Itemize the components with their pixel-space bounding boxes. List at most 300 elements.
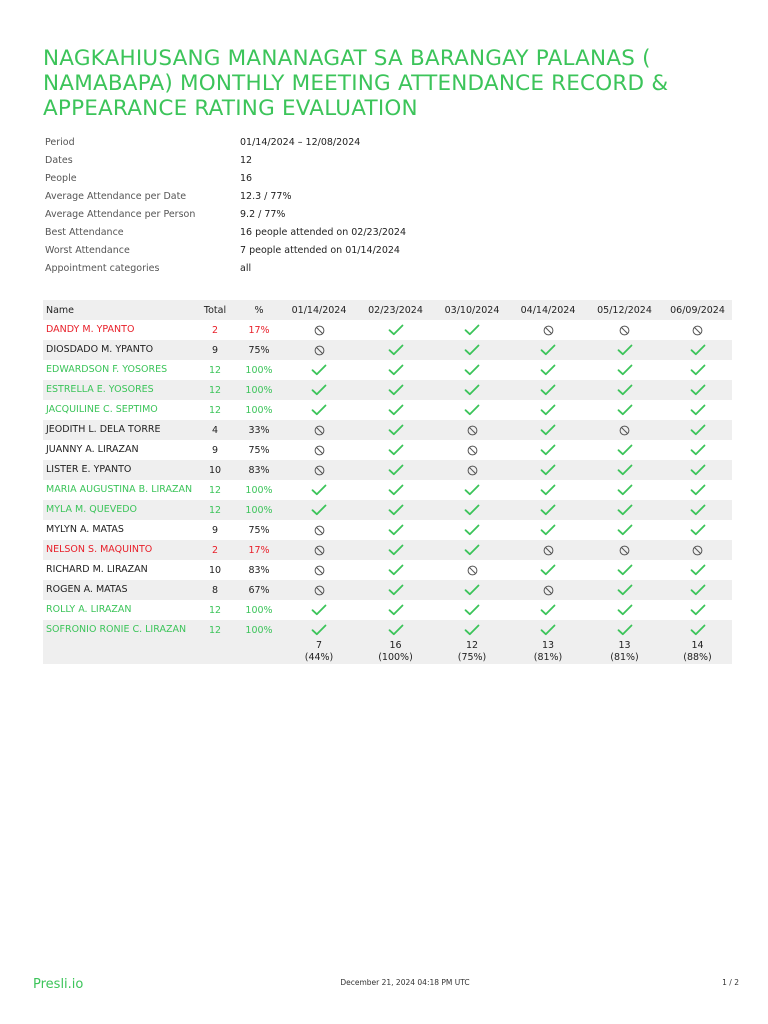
prohibited-icon xyxy=(314,525,325,536)
person-percent: 75% xyxy=(248,524,270,536)
person-percent: 67% xyxy=(237,580,281,600)
table-row xyxy=(43,560,732,580)
check-icon xyxy=(388,344,404,356)
check-icon xyxy=(690,364,706,376)
check-icon xyxy=(311,384,327,396)
attendance-present xyxy=(663,580,732,600)
attendance-present xyxy=(357,620,434,640)
person-total: 10 xyxy=(208,564,222,576)
attendance-present xyxy=(510,560,586,580)
attendance-present xyxy=(586,380,663,400)
person-name: ESTRELLA E. YOSORES xyxy=(43,380,193,400)
check-icon xyxy=(540,404,556,416)
column-header-date: 06/09/2024 xyxy=(663,300,732,320)
prohibited-icon xyxy=(314,345,325,356)
prohibited-icon xyxy=(692,325,703,336)
person-total: 12 xyxy=(208,404,222,416)
date-total-count: 13 xyxy=(618,640,631,651)
date-total-percent: (81%) xyxy=(610,652,639,663)
attendance-present xyxy=(586,580,663,600)
check-icon xyxy=(464,544,480,556)
date-total xyxy=(434,640,510,664)
table-row xyxy=(43,600,732,620)
prohibited-icon xyxy=(314,445,325,456)
check-icon xyxy=(540,344,556,356)
attendance-present xyxy=(434,600,510,620)
attendance-present xyxy=(281,500,357,520)
check-icon xyxy=(388,464,404,476)
check-icon xyxy=(464,344,480,356)
person-total: 12 xyxy=(208,484,222,496)
page-number: 1 / 2 xyxy=(722,978,739,987)
attendance-present xyxy=(434,380,510,400)
attendance-present xyxy=(663,480,732,500)
column-header-date: 03/10/2024 xyxy=(434,300,510,320)
attendance-present xyxy=(434,400,510,420)
check-icon xyxy=(690,424,706,436)
check-icon xyxy=(617,604,633,616)
prohibited-icon xyxy=(619,425,630,436)
check-icon xyxy=(540,364,556,376)
table-row xyxy=(43,380,732,400)
check-icon xyxy=(690,464,706,476)
person-total: 12 xyxy=(193,620,237,640)
attendance-present xyxy=(357,440,434,460)
prohibited-icon xyxy=(314,565,325,576)
check-icon xyxy=(690,504,706,516)
attendance-present xyxy=(434,500,510,520)
attendance-absent xyxy=(586,540,663,560)
attendance-present xyxy=(510,500,586,520)
attendance-present xyxy=(586,520,663,540)
check-icon xyxy=(388,444,404,456)
person-percent: 17% xyxy=(237,540,281,560)
attendance-absent xyxy=(663,320,732,340)
attendance-present xyxy=(357,480,434,500)
person-name: LISTER E. YPANTO xyxy=(43,460,193,480)
check-icon xyxy=(464,364,480,376)
table-row xyxy=(43,520,732,540)
check-icon xyxy=(540,524,556,536)
attendance-absent xyxy=(281,580,357,600)
person-name: SOFRONIO RONIE C. LIRAZAN xyxy=(43,620,193,640)
check-icon xyxy=(617,484,633,496)
summary-value: all xyxy=(240,263,252,274)
summary-value: 12.3 / 77% xyxy=(240,191,292,202)
date-total-count: 13 xyxy=(541,640,555,651)
person-name: RICHARD M. LIRAZAN xyxy=(46,564,148,575)
check-icon xyxy=(690,524,706,536)
attendance-present xyxy=(281,360,357,380)
check-icon xyxy=(388,584,404,596)
totals-empty-cell xyxy=(43,640,193,664)
table-row xyxy=(43,580,732,600)
person-name: JACQUILINE C. SEPTIMO xyxy=(46,404,158,415)
attendance-present xyxy=(357,500,434,520)
check-icon xyxy=(540,424,556,436)
prohibited-icon xyxy=(467,425,478,436)
check-icon xyxy=(388,404,404,416)
prohibited-icon xyxy=(543,325,554,336)
person-percent: 75% xyxy=(248,444,270,456)
check-icon xyxy=(540,564,556,576)
table-row xyxy=(43,460,732,480)
attendance-present xyxy=(663,600,732,620)
attendance-present xyxy=(357,600,434,620)
check-icon xyxy=(617,344,633,356)
date-total-count: 7 xyxy=(315,640,323,651)
table-row xyxy=(43,420,732,440)
prohibited-icon xyxy=(619,545,630,556)
check-icon xyxy=(690,444,706,456)
person-percent: 100% xyxy=(245,364,273,376)
summary-value: 16 xyxy=(240,173,253,184)
date-total-count: 14 xyxy=(691,640,704,651)
check-icon xyxy=(388,604,404,616)
attendance-present xyxy=(434,620,510,640)
attendance-present xyxy=(434,540,510,560)
attendance-present xyxy=(357,540,434,560)
check-icon xyxy=(617,364,633,376)
attendance-present xyxy=(586,600,663,620)
table-row xyxy=(43,500,732,520)
summary-row xyxy=(45,245,725,263)
check-icon xyxy=(540,624,556,636)
check-icon xyxy=(617,564,633,576)
page-title: NAGKAHIUSANG MANANAGAT SA BARANGAY PALANAS ( NAMABAPA) MONTHLY MEETING ATTENDANCE RECORD & APPEARANCE RATING EVALUATION xyxy=(43,46,669,121)
check-icon xyxy=(464,404,480,416)
prohibited-icon xyxy=(314,465,325,476)
person-total: 12 xyxy=(193,380,237,400)
date-total xyxy=(586,640,663,664)
date-total-percent: (81%) xyxy=(533,652,563,663)
check-icon xyxy=(311,604,327,616)
person-total: 9 xyxy=(211,524,219,536)
person-percent: 17% xyxy=(248,324,270,336)
person-name: JUANNY A. LIRAZAN xyxy=(46,444,139,455)
person-percent: 33% xyxy=(237,420,281,440)
attendance-present xyxy=(434,320,510,340)
attendance-absent xyxy=(510,320,586,340)
summary-value: 01/14/2024 – 12/08/2024 xyxy=(240,137,361,148)
check-icon xyxy=(311,624,327,636)
check-icon xyxy=(617,444,633,456)
check-icon xyxy=(540,384,556,396)
summary-row xyxy=(45,263,725,281)
person-percent: 75% xyxy=(237,340,281,360)
check-icon xyxy=(388,624,404,636)
summary-value: 12 xyxy=(240,155,253,166)
check-icon xyxy=(464,484,480,496)
check-icon xyxy=(617,384,633,396)
attendance-absent xyxy=(281,440,357,460)
prohibited-icon xyxy=(692,545,703,556)
prohibited-icon xyxy=(467,565,478,576)
column-header-date: 05/12/2024 xyxy=(586,300,663,320)
date-total-percent: (100%) xyxy=(378,652,413,663)
person-total: 9 xyxy=(193,340,237,360)
check-icon xyxy=(540,444,556,456)
check-icon xyxy=(388,424,404,436)
check-icon xyxy=(388,524,404,536)
attendance-absent xyxy=(434,560,510,580)
footer-timestamp: December 21, 2024 04:18 PM UTC xyxy=(340,978,470,987)
attendance-present xyxy=(510,380,586,400)
attendance-absent xyxy=(663,540,732,560)
date-total xyxy=(663,640,732,664)
person-percent: 100% xyxy=(237,620,281,640)
person-total: 8 xyxy=(193,580,237,600)
totals-empty-cell xyxy=(193,640,237,664)
column-header-percent: % xyxy=(237,300,281,320)
prohibited-icon xyxy=(543,545,554,556)
attendance-absent xyxy=(434,440,510,460)
attendance-absent xyxy=(586,420,663,440)
attendance-present xyxy=(663,460,732,480)
attendance-present xyxy=(510,600,586,620)
attendance-present xyxy=(663,620,732,640)
attendance-present xyxy=(357,520,434,540)
attendance-present xyxy=(434,360,510,380)
prohibited-icon xyxy=(314,545,325,556)
summary-row xyxy=(45,137,725,155)
date-total-percent: (75%) xyxy=(457,652,487,663)
attendance-present xyxy=(510,620,586,640)
attendance-absent xyxy=(586,320,663,340)
table-row xyxy=(43,400,732,420)
attendance-present xyxy=(510,480,586,500)
attendance-present xyxy=(281,380,357,400)
check-icon xyxy=(388,504,404,516)
attendance-present xyxy=(281,600,357,620)
person-total: 2 xyxy=(193,540,237,560)
attendance-present xyxy=(586,620,663,640)
totals-row xyxy=(43,640,732,664)
check-icon xyxy=(311,404,327,416)
check-icon xyxy=(690,604,706,616)
person-percent: 100% xyxy=(245,404,273,416)
attendance-table xyxy=(43,300,732,664)
attendance-present xyxy=(434,520,510,540)
attendance-present xyxy=(281,400,357,420)
summary-label: Best Attendance xyxy=(45,227,124,238)
prohibited-icon xyxy=(543,585,554,596)
attendance-present xyxy=(663,440,732,460)
attendance-present xyxy=(510,440,586,460)
attendance-present xyxy=(357,320,434,340)
check-icon xyxy=(540,464,556,476)
check-icon xyxy=(464,324,480,336)
summary-row xyxy=(45,227,725,245)
attendance-present xyxy=(357,380,434,400)
check-icon xyxy=(617,524,633,536)
attendance-present xyxy=(586,480,663,500)
check-icon xyxy=(690,624,706,636)
date-total xyxy=(281,640,357,664)
check-icon xyxy=(388,564,404,576)
date-total xyxy=(510,640,586,664)
prohibited-icon xyxy=(314,325,325,336)
attendance-present xyxy=(357,360,434,380)
check-icon xyxy=(311,484,327,496)
summary-label: Dates xyxy=(45,155,73,166)
attendance-absent xyxy=(281,540,357,560)
summary-row xyxy=(45,173,725,191)
prohibited-icon xyxy=(314,585,325,596)
check-icon xyxy=(464,384,480,396)
table-row xyxy=(43,440,732,460)
check-icon xyxy=(464,604,480,616)
person-total: 12 xyxy=(193,500,237,520)
table-row xyxy=(43,340,732,360)
check-icon xyxy=(540,504,556,516)
attendance-present xyxy=(434,480,510,500)
summary-value: 9.2 / 77% xyxy=(240,209,286,220)
check-icon xyxy=(690,344,706,356)
date-total-count: 16 xyxy=(389,640,402,651)
check-icon xyxy=(617,504,633,516)
attendance-present xyxy=(586,460,663,480)
attendance-present xyxy=(510,520,586,540)
person-name: EDWARDSON F. YOSORES xyxy=(46,364,168,375)
person-percent: 100% xyxy=(237,500,281,520)
prohibited-icon xyxy=(314,425,325,436)
check-icon xyxy=(464,524,480,536)
table-row xyxy=(43,360,732,380)
date-total-percent: (88%) xyxy=(683,652,712,663)
person-total: 12 xyxy=(208,604,222,616)
check-icon xyxy=(311,364,327,376)
attendance-present xyxy=(357,420,434,440)
attendance-present xyxy=(663,560,732,580)
column-header-name: Name xyxy=(43,300,193,320)
person-total: 9 xyxy=(211,444,219,456)
attendance-present xyxy=(586,440,663,460)
check-icon xyxy=(690,384,706,396)
date-total-percent: (44%) xyxy=(304,652,334,663)
attendance-present xyxy=(510,420,586,440)
attendance-present xyxy=(663,520,732,540)
person-name: ROLLY A. LIRAZAN xyxy=(46,604,132,615)
attendance-present xyxy=(357,400,434,420)
attendance-absent xyxy=(434,460,510,480)
attendance-absent xyxy=(281,520,357,540)
summary-label: Average Attendance per Person xyxy=(45,209,196,220)
person-percent: 83% xyxy=(248,564,270,576)
person-name: MARIA AUGUSTINA B. LIRAZAN xyxy=(46,484,193,495)
summary-list xyxy=(45,137,725,281)
summary-label: Average Attendance per Date xyxy=(45,191,187,202)
presli-logo: Presli.io xyxy=(33,977,84,992)
table-header-row xyxy=(43,300,732,320)
summary-label: Appointment categories xyxy=(45,263,160,274)
check-icon xyxy=(690,564,706,576)
summary-row xyxy=(45,209,725,227)
summary-value: 16 people attended on 02/23/2024 xyxy=(240,227,406,238)
person-name: JEODITH L. DELA TORRE xyxy=(43,420,193,440)
check-icon xyxy=(388,364,404,376)
attendance-present xyxy=(663,360,732,380)
person-percent: 100% xyxy=(245,484,273,496)
check-icon xyxy=(311,504,327,516)
attendance-present xyxy=(357,460,434,480)
attendance-present xyxy=(663,380,732,400)
check-icon xyxy=(690,584,706,596)
summary-label: Worst Attendance xyxy=(45,245,130,256)
attendance-present xyxy=(434,340,510,360)
summary-row xyxy=(45,155,725,173)
check-icon xyxy=(540,604,556,616)
attendance-present xyxy=(281,480,357,500)
check-icon xyxy=(464,624,480,636)
attendance-present xyxy=(663,340,732,360)
summary-label: People xyxy=(45,173,77,184)
attendance-absent xyxy=(434,420,510,440)
check-icon xyxy=(388,324,404,336)
attendance-absent xyxy=(281,460,357,480)
column-header-date: 01/14/2024 xyxy=(281,300,357,320)
person-total: 12 xyxy=(208,364,222,376)
table-row xyxy=(43,480,732,500)
attendance-present xyxy=(434,580,510,600)
date-total xyxy=(357,640,434,664)
person-total: 4 xyxy=(193,420,237,440)
person-name: ROGEN A. MATAS xyxy=(43,580,193,600)
attendance-present xyxy=(586,340,663,360)
attendance-present xyxy=(510,400,586,420)
table-row xyxy=(43,540,732,560)
check-icon xyxy=(388,544,404,556)
summary-row xyxy=(45,191,725,209)
person-total: 2 xyxy=(211,324,219,336)
attendance-present xyxy=(510,360,586,380)
attendance-present xyxy=(357,580,434,600)
check-icon xyxy=(464,504,480,516)
attendance-present xyxy=(586,500,663,520)
table-row xyxy=(43,320,732,340)
person-percent: 83% xyxy=(237,460,281,480)
prohibited-icon xyxy=(619,325,630,336)
check-icon xyxy=(540,484,556,496)
check-icon xyxy=(388,484,404,496)
summary-label: Period xyxy=(45,137,75,148)
person-name: DIOSDADO M. YPANTO xyxy=(43,340,193,360)
attendance-present xyxy=(663,400,732,420)
attendance-present xyxy=(281,620,357,640)
check-icon xyxy=(388,384,404,396)
attendance-present xyxy=(510,340,586,360)
summary-value: 7 people attended on 01/14/2024 xyxy=(240,245,400,256)
attendance-absent xyxy=(281,560,357,580)
person-total: 10 xyxy=(193,460,237,480)
attendance-present xyxy=(510,460,586,480)
attendance-present xyxy=(357,340,434,360)
attendance-present xyxy=(586,360,663,380)
attendance-present xyxy=(357,560,434,580)
attendance-absent xyxy=(510,540,586,560)
person-percent: 100% xyxy=(245,604,273,616)
person-percent: 100% xyxy=(237,380,281,400)
check-icon xyxy=(464,584,480,596)
totals-empty-cell xyxy=(237,640,281,664)
attendance-absent xyxy=(281,320,357,340)
prohibited-icon xyxy=(467,445,478,456)
column-header-date: 04/14/2024 xyxy=(510,300,586,320)
attendance-absent xyxy=(510,580,586,600)
person-name: MYLYN A. MATAS xyxy=(46,524,124,535)
attendance-present xyxy=(663,500,732,520)
check-icon xyxy=(617,464,633,476)
